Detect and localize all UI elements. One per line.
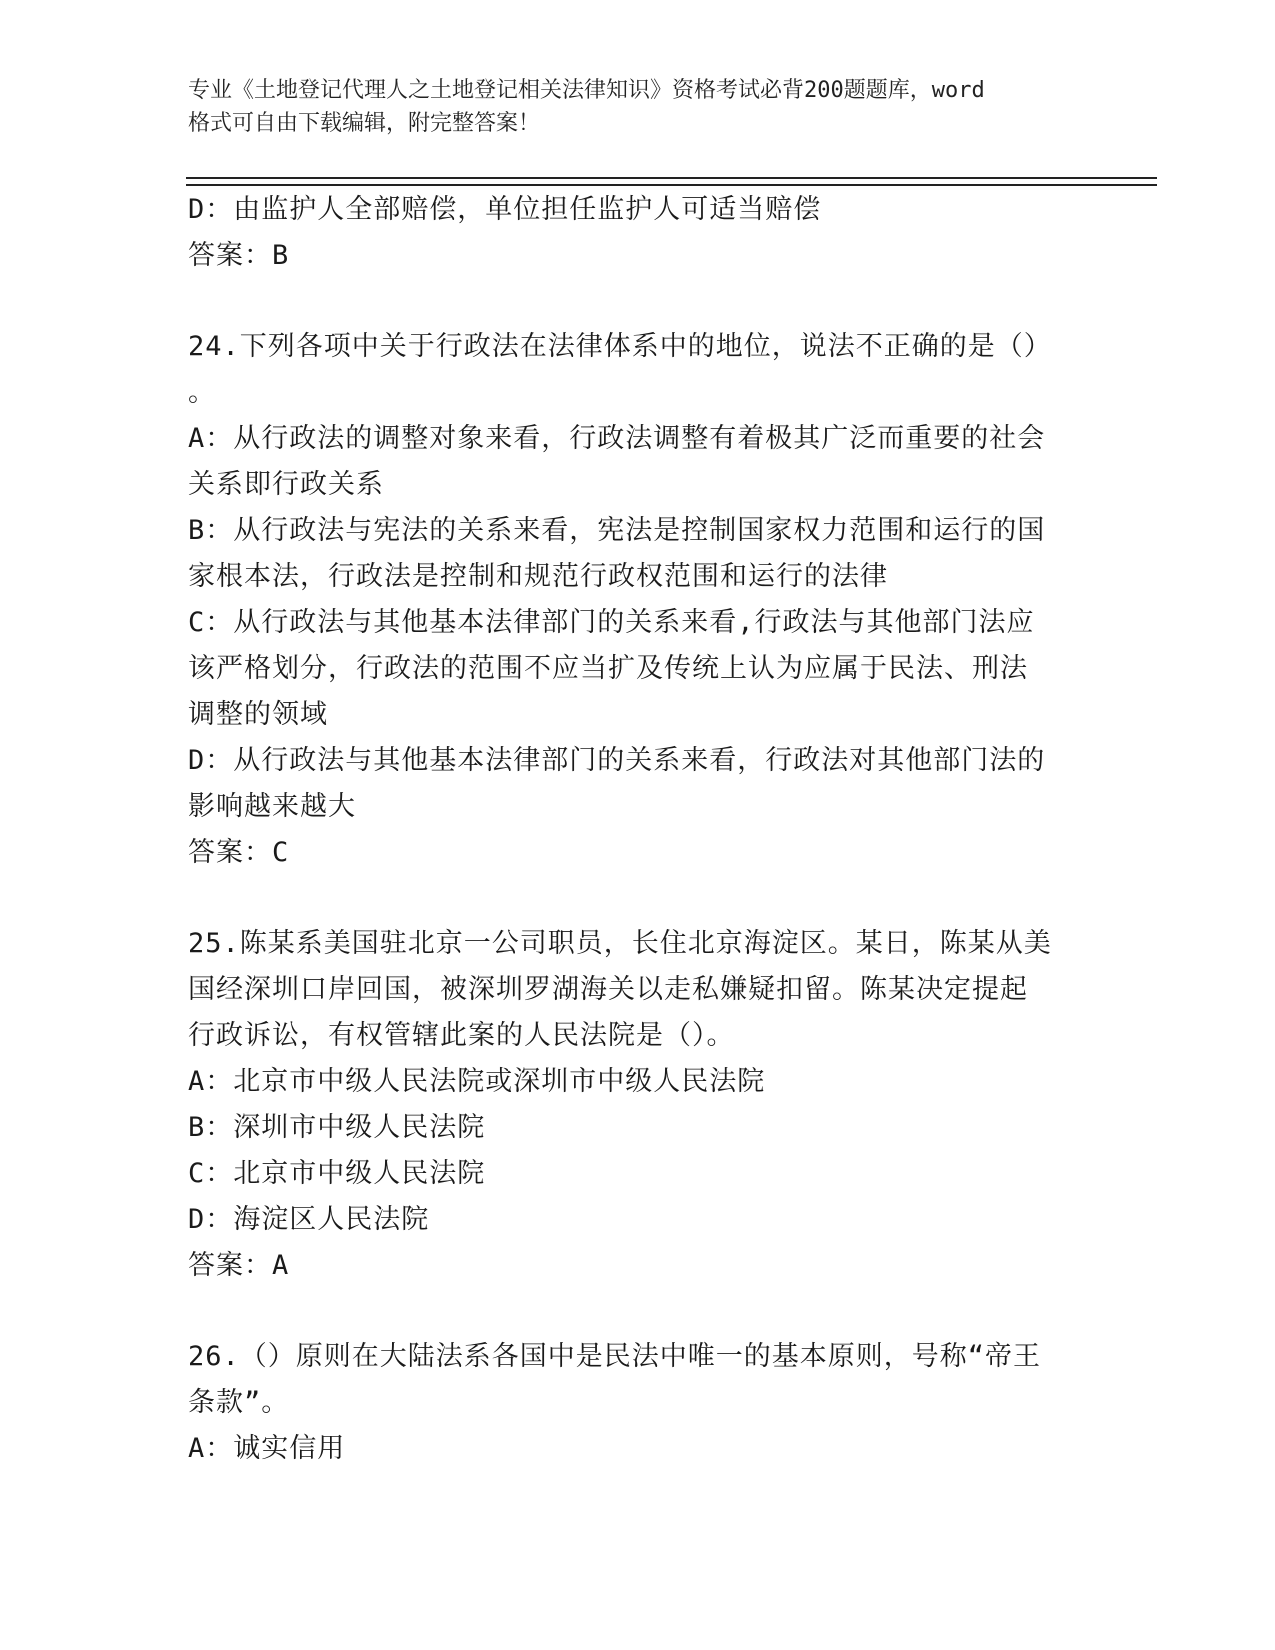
header-divider (186, 177, 1157, 179)
option-a: A：从行政法的调整对象来看，行政法调整有着极其广泛而重要的社会 (188, 423, 1046, 454)
spacer (188, 876, 1088, 921)
header-divider (186, 184, 1157, 186)
spacer (188, 279, 1088, 324)
option-a: 关系即行政关系 (188, 469, 384, 500)
question-stem: 条款”。 (188, 1387, 290, 1418)
option-a: A：诚实信用 (188, 1433, 346, 1464)
question-stem: 25.陈某系美国驻北京一公司职员，长住北京海淀区。某日，陈某从美 (188, 928, 1052, 959)
option-d: D：海淀区人民法院 (188, 1204, 430, 1235)
document-header (188, 74, 1088, 140)
question-content (188, 187, 1088, 1472)
header-line: 专业《土地登记代理人之土地登记相关法律知识》资格考试必背200题题库，word (188, 78, 985, 103)
option-b: B：从行政法与宪法的关系来看，宪法是控制国家权力范围和运行的国 (188, 515, 1046, 546)
option-c: C：从行政法与其他基本法律部门的关系来看,行政法与其他部门法应 (188, 607, 1035, 638)
previous-question-tail (188, 187, 1088, 279)
question-stem: 。 (188, 377, 216, 408)
question-stem: 行政诉讼，有权管辖此案的人民法院是（）。 (188, 1020, 735, 1051)
option-c: 调整的领域 (188, 699, 328, 730)
answer-line: 答案：A (188, 1250, 290, 1281)
option-b: B：深圳市中级人民法院 (188, 1112, 486, 1143)
option-d: D：由监护人全部赔偿，单位担任监护人可适当赔偿 (188, 194, 822, 225)
question-stem: 国经深圳口岸回国，被深圳罗湖海关以走私嫌疑扣留。陈某决定提起 (188, 974, 1028, 1005)
option-a: A：北京市中级人民法院或深圳市中级人民法院 (188, 1066, 766, 1097)
header-line: 格式可自由下载编辑，附完整答案！ (188, 111, 541, 136)
option-c: 该严格划分，行政法的范围不应当扩及传统上认为应属于民法、刑法 (188, 653, 1028, 684)
question-25 (188, 921, 1088, 1289)
option-c: C：北京市中级人民法院 (188, 1158, 486, 1189)
question-24 (188, 324, 1088, 876)
option-b: 家根本法，行政法是控制和规范行政权范围和运行的法律 (188, 561, 888, 592)
question-26 (188, 1334, 1088, 1472)
question-stem: 26.（）原则在大陆法系各国中是民法中唯一的基本原则，号称“帝王 (188, 1341, 1042, 1372)
answer-line: 答案：B (188, 240, 290, 271)
spacer (188, 1289, 1088, 1334)
answer-line: 答案：C (188, 837, 290, 868)
option-d: D：从行政法与其他基本法律部门的关系来看，行政法对其他部门法的 (188, 745, 1046, 776)
option-d: 影响越来越大 (188, 791, 356, 822)
question-stem: 24.下列各项中关于行政法在法律体系中的地位，说法不正确的是（） (188, 331, 1052, 362)
